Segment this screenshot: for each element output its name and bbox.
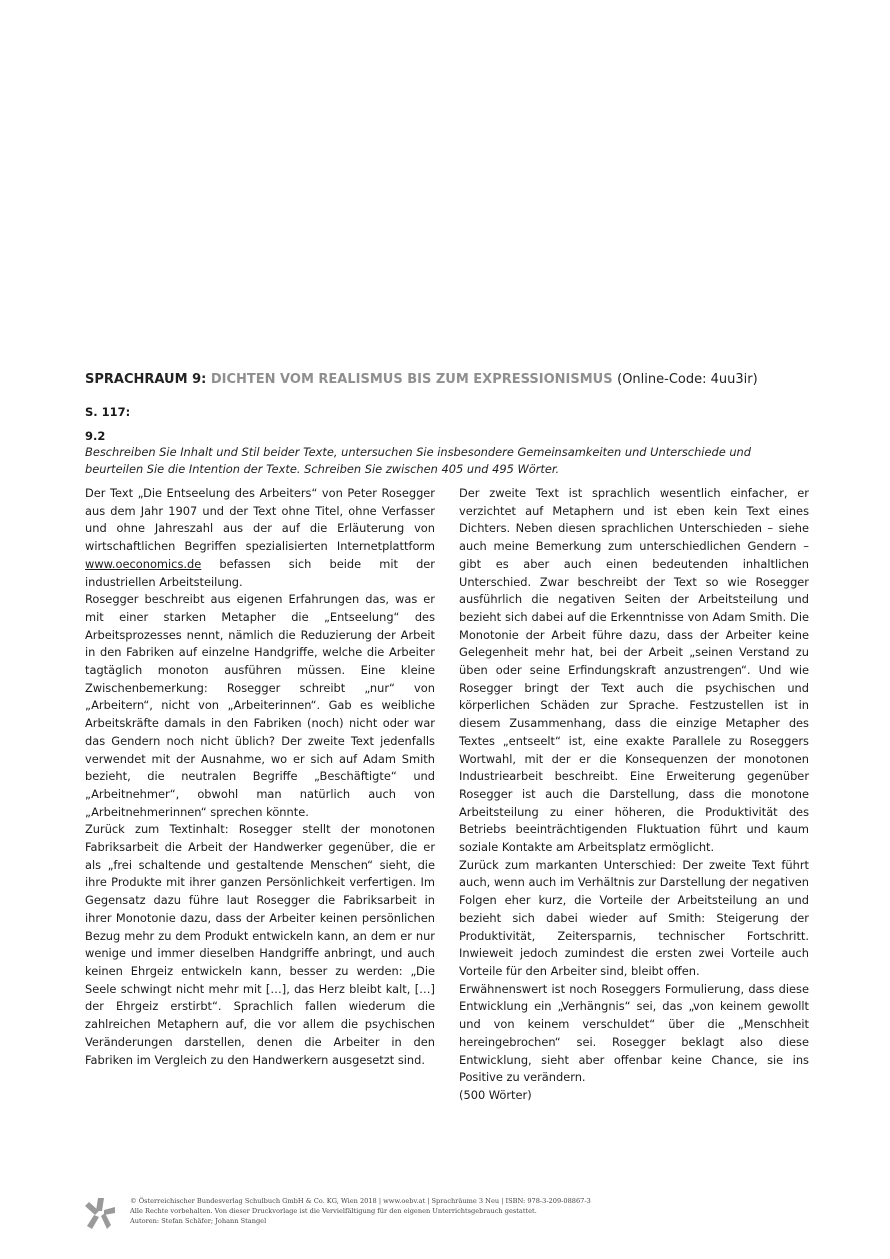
online-code: (Online-Code: 4uu3ir) [617, 372, 758, 387]
unit-heading [85, 372, 809, 387]
word-count: (500 Wörter) [459, 1087, 532, 1102]
left-column [85, 485, 435, 1105]
answer-columns [85, 485, 809, 1105]
task-instruction: Beschreiben Sie Inhalt und Stil beider Texte, untersuchen Sie insbesondere Gemeinsamkeiten und Unterschiede und beurteilen Sie die Intention der Texte. Schreiben Sie zwischen 405 und 495 Wörter. [85, 445, 751, 476]
left-paragraph-1 [85, 485, 435, 591]
right-paragraph-2: Zurück zum markanten Unterschied: Der zweite Text führt auch, wenn auch im Verhältnis zur Darstellung der negativen Folgen eher kurz, die Vorteile der Arbeitsteilung an und bezieht sich dabei wieder auf Smith: Steigerung der Produktivität, Zeitersparnis, technischer Fortschritt. Inwieweit jedoch zumindest die ersten zwei Vorteile auch Vorteile für den Arbeiter sind, bleibt offen. [459, 857, 809, 978]
copyright-notice [130, 1196, 591, 1226]
unit-prefix: SPRACHRAUM 9: [85, 372, 207, 387]
page-reference: S. 117: [85, 405, 131, 419]
oebv-logo-icon [85, 1198, 115, 1232]
oeconomics-link[interactable]: www.oeconomics.de [85, 556, 202, 571]
task-number: 9.2 [85, 429, 106, 443]
unit-title: DICHTEN VOM REALISMUS BIS ZUM EXPRESSIONISMUS [210, 372, 613, 387]
page-content [85, 372, 809, 1105]
left-paragraph-3: Zurück zum Textinhalt: Rosegger stellt der monotonen Fabriksarbeit die Arbeit der Handwerker gegenüber, die er als „frei schaltende und gestaltende Menschen“ sieht, die ihre Produkte mit ihrer ganzen Persönlichkeit verfertigen. Im Gegensatz dazu führe laut Rosegger die Fabriksarbeit in ihrer Monotonie dazu, dass der Arbeiter keinen persönlichen Bezug mehr zu dem Produkt entwickeln kann, an dem er nur wenige und immer dieselben Handgriffe anbringt, und auch keinen Ehrgeiz entwickeln kann, besser zu werden: „Die Seele schwingt nicht mehr mit […], das Herz bleibt kalt, […] der Ehrgeiz erstirbt“. Sprachlich fallen wiederum die zahlreichen Metaphern auf, die vor allem die psychischen Veränderungen darstellen, denen die Arbeiter in den Fabriken im Vergleich zu den Handwerkern ausgesetzt sind. [85, 822, 435, 1067]
authors-line: Autoren: Stefan Schäfer; Johann Stangel [130, 1217, 267, 1225]
rights-line: Alle Rechte vorbehalten. Von dieser Druckvorlage ist die Vervielfältigung für den eigenen Unterrichtsgebrauch gestattet. [130, 1207, 537, 1215]
copyright-line: © Österreichischer Bundesverlag Schulbuch GmbH & Co. KG, Wien 2018 | www.oebv.at | Sprachräume 3 Neu | ISBN: 978-3-209-08867-3 [130, 1197, 591, 1205]
right-paragraph-1: Der zweite Text ist sprachlich wesentlich einfacher, er verzichtet auf Metaphern und ist eben kein Text eines Dichters. Neben diesen sprachlichen Unterschieden – siehe auch meine Bemerkung zum unterschiedlichen Gendern – gibt es aber auch einen bedeutenden inhaltlichen Unterschied. Zwar beschreibt der Text so wie Rosegger ausführlich die negativen Seiten der Arbeitsteilung und bezieht sich dabei auf die Erkenntnisse von Adam Smith. Die Monotonie der Arbeit führe dazu, dass der Arbeiter keine Gelegenheit mehr hat, bei der Arbeit „seinen Verstand zu üben oder seine Erfindungskraft anzustrengen“. Und wie Rosegger bringt der Text auch die psychischen und körperlichen Schäden zur Sprache. Festzustellen ist in diesem Zusammenhang, dass die einzige Metapher des Textes „entseelt“ ist, eine exakte Parallele zu Roseggers Wortwahl, mit der er die Konsequenzen der monotonen Industriearbeit beschreibt. Eine Erweiterung gegenüber Rosegger ist auch die Darstellung, dass die monotone Arbeitsteilung zu einer höheren, die Produktivität des Betriebs beeinträchtigenden Fluktuation führt und kaum soziale Kontakte am Arbeitsplatz ermöglicht. [459, 486, 809, 855]
right-column [459, 485, 809, 1105]
page-footer [85, 1196, 809, 1236]
left-paragraph-1-text: Der Text „Die Entseelung des Arbeiters“ von Peter Rosegger aus dem Jahr 1907 und der Text ohne Titel, ohne Verfasser und ohne Jahreszahl aus der auf die Erläuterung von wirtschaftlichen Begriffen spezialisierten Internetplattform [85, 486, 435, 554]
left-paragraph-2: Rosegger beschreibt aus eigenen Erfahrungen das, was er mit einer starken Metapher die „Entseelung“ des Arbeitsprozesses nennt, nämlich die Reduzierung der Arbeit in den Fabriken auf einzelne Handgriffe, welche die Arbeiter tagtäglich monoton ausführen müssen. Eine kleine Zwischenbemerkung: Rosegger schreibt „nur“ von „Arbeitern“, nicht von „Arbeiterinnen“. Gab es weibliche Arbeitskräfte damals in den Fabriken (noch) nicht oder war das Gendern noch nicht üblich? Der zweite Text jedenfalls verwendet mit der Ausnahme, wo er sich auf Adam Smith bezieht, die neutralen Begriffe „Beschäftigte“ und „Arbeitnehmer“, obwohl man natürlich auch von „Arbeitnehmerinnen“ sprechen könnte. [85, 592, 435, 819]
right-paragraph-3: Erwähnenswert ist noch Roseggers Formulierung, dass diese Entwicklung ein „Verhängnis“ sei, das „von keinem gewollt und von keinem verschuldet“ über die „Menschheit hereingebrochen“ sei. Rosegger beklagt also diese Entwicklung, sieht aber offenbar keine Chance, sie ins Positive zu verändern. [459, 981, 809, 1085]
left-paragraph-1-end: befassen sich beide mit der industriellen Arbeitsteilung. [85, 556, 435, 589]
